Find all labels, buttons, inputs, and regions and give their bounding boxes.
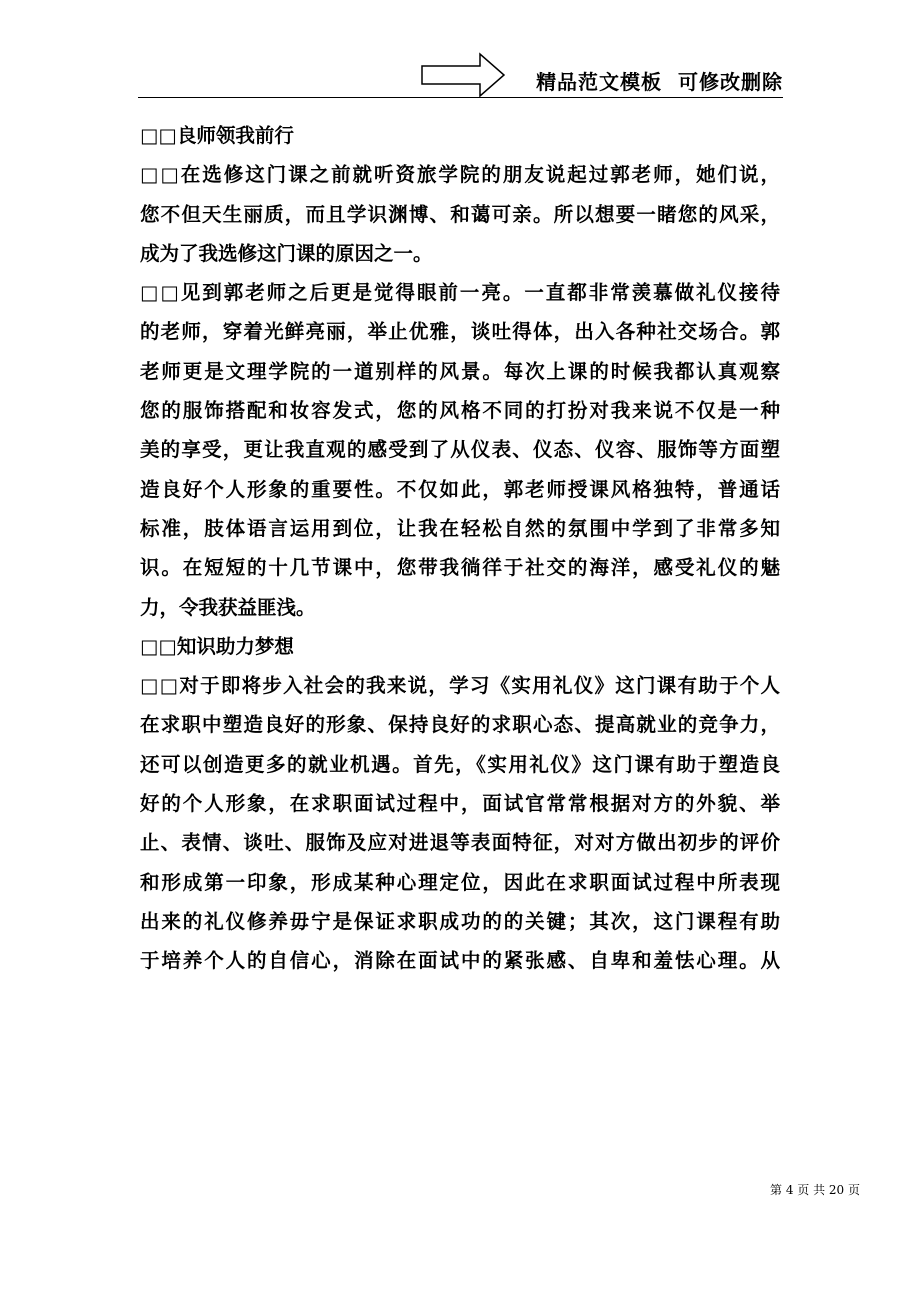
text-line: 于培养个人的自信心，消除在面试中的紧张感、自卑和羞怯心理。从 [140,949,780,973]
text-line: 您不但天生丽质，而且学识渊博、和蔼可亲。所以想要一睹您的风采， [140,202,780,226]
header-title: 精品范文模板 可修改删除 [536,70,783,94]
arrow-right-outline-icon [420,52,506,98]
text-line: 好的个人形象，在求职面试过程中，面试官常常根据对方的外貌、举 [140,792,780,816]
text-line: 识。在短短的十几节课中，您带我徜徉于社交的海洋，感受礼仪的魅 [140,556,780,580]
text-line: 老师更是文理学院的一道别样的风景。每次上课的时候我都认真观察 [140,359,780,383]
text-line: 止、表情、谈吐、服饰及应对进退等表面特征，对对方做出初步的评价 [140,831,780,855]
text-line: 美的享受，更让我直观的感受到了从仪表、仪态、仪容、服饰等方面塑 [140,438,780,462]
header-divider [138,97,783,98]
text-line: 还可以创造更多的就业机遇。首先，《实用礼仪》这门课有助于塑造良 [140,752,780,776]
text-line: 的老师，穿着光鲜亮丽，举止优雅，谈吐得体，出入各种社交场合。郭 [140,320,780,344]
text-line: 和形成第一印象，形成某种心理定位，因此在求职面试过程中所表现 [140,870,780,894]
text-line: 造良好个人形象的重要性。不仅如此，郭老师授课风格独特，普通话 [140,477,780,501]
text-line: 您的服饰搭配和妆容发式，您的风格不同的打扮对我来说不仅是一种 [140,399,780,423]
page-header [138,48,783,98]
text-line: 在求职中塑造良好的形象、保持良好的求职心态、提高就业的竞争力， [140,713,780,737]
text-line: □□对于即将步入社会的我来说，学习《实用礼仪》这门课有助于个人 [140,674,780,698]
body-text [140,116,780,981]
text-line: □□见到郭老师之后更是觉得眼前一亮。一直都非常羡慕做礼仪接待 [140,281,780,305]
text-line: 出来的礼仪修养毋宁是保证求职成功的的关键；其次，这门课程有助 [140,909,780,933]
text-line: □□在选修这门课之前就听资旅学院的朋友说起过郭老师，她们说， [140,163,780,187]
section-heading: □□良师领我前行 [140,124,294,147]
page-number: 第 4 页 共 20 页 [770,1183,860,1197]
text-line: 标准，肢体语言运用到位，让我在轻松自然的氛围中学到了非常多知 [140,516,780,540]
section-heading: □□知识助力梦想 [140,634,294,658]
text-line: 成为了我选修这门课的原因之一。 [140,241,433,265]
text-line: 力，令我获益匪浅。 [140,595,316,619]
